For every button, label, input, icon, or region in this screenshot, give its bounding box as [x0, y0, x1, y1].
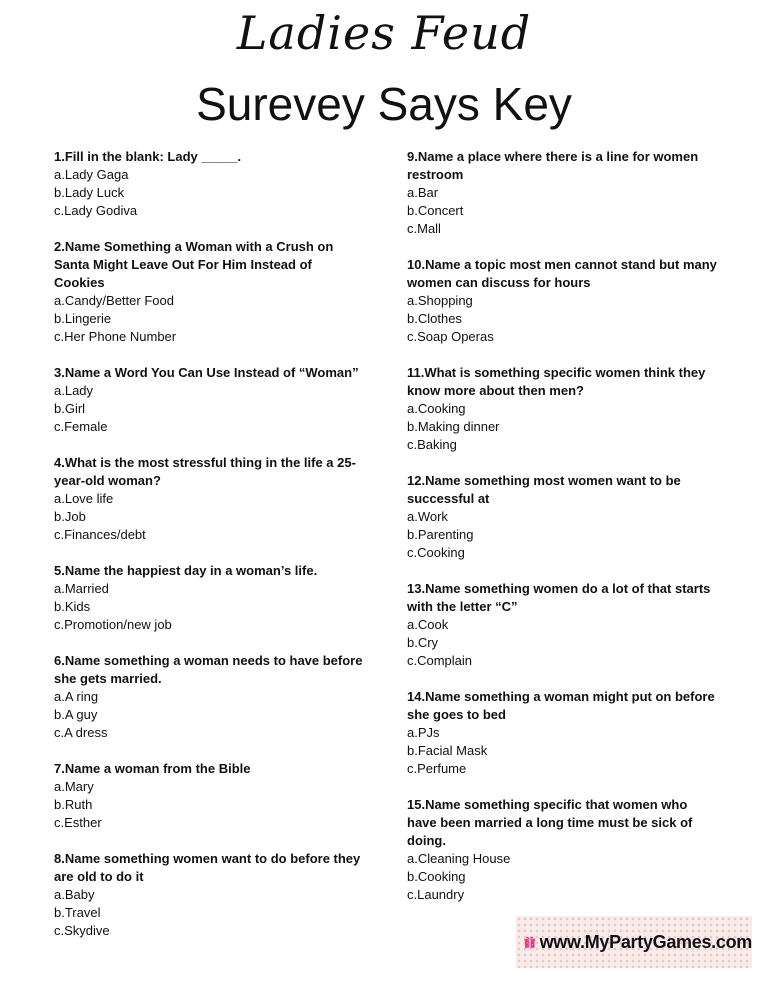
- answer-a: a.Cooking: [407, 401, 466, 416]
- answer-c: c.Mall: [407, 221, 441, 236]
- answer-b: b.Cry: [407, 635, 439, 650]
- question-2: [54, 238, 364, 346]
- question-15: [407, 796, 717, 904]
- answer-b: b.Job: [54, 509, 86, 524]
- question-11: [407, 364, 717, 454]
- page-title: Surevey Says Key: [196, 78, 572, 130]
- script-title: Ladies Feud: [236, 6, 532, 60]
- site-logo: [516, 916, 752, 968]
- answer-b: b.Clothes: [407, 311, 462, 326]
- answer-c: c.Perfume: [407, 761, 467, 776]
- question-text: 6.Name something a woman needs to have before she gets married.: [54, 653, 363, 686]
- answer-b: b.Kids: [54, 599, 91, 614]
- answer-a: a.Lady: [54, 383, 94, 398]
- answer-c: c.Finances/debt: [54, 527, 146, 542]
- answer-b: b.Ruth: [54, 797, 93, 812]
- answer-a: a.Love life: [54, 491, 114, 506]
- question-9: [407, 148, 717, 238]
- answer-a: a.Mary: [54, 779, 94, 794]
- question-4: [54, 454, 364, 544]
- question-text: 7.Name a woman from the Bible: [54, 761, 251, 776]
- answer-b: b.A guy: [54, 707, 98, 722]
- answer-b: b.Concert: [407, 203, 464, 218]
- answer-b: b.Parenting: [407, 527, 474, 542]
- answer-b: b.Making dinner: [407, 419, 500, 434]
- question-8: [54, 850, 364, 940]
- question-7: [54, 760, 364, 832]
- question-text: 1.Fill in the blank: Lady _____.: [54, 149, 242, 164]
- answer-c: c.Laundry: [407, 887, 465, 902]
- gift-box-icon: [524, 923, 536, 961]
- answer-c: c.Complain: [407, 653, 473, 668]
- answer-c: c.Promotion/new job: [54, 617, 172, 632]
- answer-c: c.Soap Operas: [407, 329, 494, 344]
- question-text: 10.Name a topic most men cannot stand but many women can discuss for hours: [407, 257, 717, 290]
- answer-a: a.Married: [54, 581, 109, 596]
- answer-a: a.Work: [407, 509, 448, 524]
- question-text: 5.Name the happiest day in a woman’s life.: [54, 563, 318, 578]
- answer-a: a.Shopping: [407, 293, 473, 308]
- answer-b: b.Travel: [54, 905, 101, 920]
- answer-a: a.Lady Gaga: [54, 167, 129, 182]
- answer-c: c.Cooking: [407, 545, 465, 560]
- answer-b: b.Facial Mask: [407, 743, 488, 758]
- question-text: 13.Name something women do a lot of that starts with the letter “C”: [407, 581, 711, 614]
- question-5: [54, 562, 364, 634]
- answer-b: b.Cooking: [407, 869, 466, 884]
- question-text: 8.Name something women want to do before they are old to do it: [54, 851, 361, 884]
- answer-a: a.Cleaning House: [407, 851, 511, 866]
- question-1: [54, 148, 364, 220]
- question-3: [54, 364, 364, 436]
- question-text: 12.Name something most women want to be successful at: [407, 473, 681, 506]
- answer-a: a.Cook: [407, 617, 449, 632]
- questions-left-column: [54, 148, 364, 958]
- answer-c: c.Skydive: [54, 923, 110, 938]
- answer-a: a.PJs: [407, 725, 440, 740]
- question-12: [407, 472, 717, 562]
- question-text: 9.Name a place where there is a line for women restroom: [407, 149, 699, 182]
- questions-right-column: [407, 148, 717, 922]
- question-13: [407, 580, 717, 670]
- answer-a: a.A ring: [54, 689, 99, 704]
- answer-c: c.Baking: [407, 437, 457, 452]
- answer-c: c.Her Phone Number: [54, 329, 177, 344]
- question-10: [407, 256, 717, 346]
- answer-c: c.Female: [54, 419, 108, 434]
- question-6: [54, 652, 364, 742]
- question-text: 3.Name a Word You Can Use Instead of “Woman”: [54, 365, 359, 380]
- logo-text: www.MyPartyGames.com: [539, 931, 752, 952]
- answer-a: a.Baby: [54, 887, 95, 902]
- answer-b: b.Girl: [54, 401, 86, 416]
- question-text: 4.What is the most stressful thing in the life a 25-year-old woman?: [54, 455, 356, 488]
- answer-c: c.Esther: [54, 815, 102, 830]
- question-text: 14.Name something a woman might put on before she goes to bed: [407, 689, 715, 722]
- answer-c: c.A dress: [54, 725, 108, 740]
- answer-c: c.Lady Godiva: [54, 203, 138, 218]
- question-text: 11.What is something specific women think they know more about then men?: [407, 365, 706, 398]
- answer-b: b.Lady Luck: [54, 185, 125, 200]
- answer-a: a.Bar: [407, 185, 439, 200]
- question-text: 15.Name something specific that women who have been married a long time must be sick of doing.: [407, 797, 693, 848]
- question-14: [407, 688, 717, 778]
- answer-b: b.Lingerie: [54, 311, 112, 326]
- question-text: 2.Name Something a Woman with a Crush on Santa Might Leave Out For Him Instead of Cookies: [54, 239, 334, 290]
- answer-a: a.Candy/Better Food: [54, 293, 174, 308]
